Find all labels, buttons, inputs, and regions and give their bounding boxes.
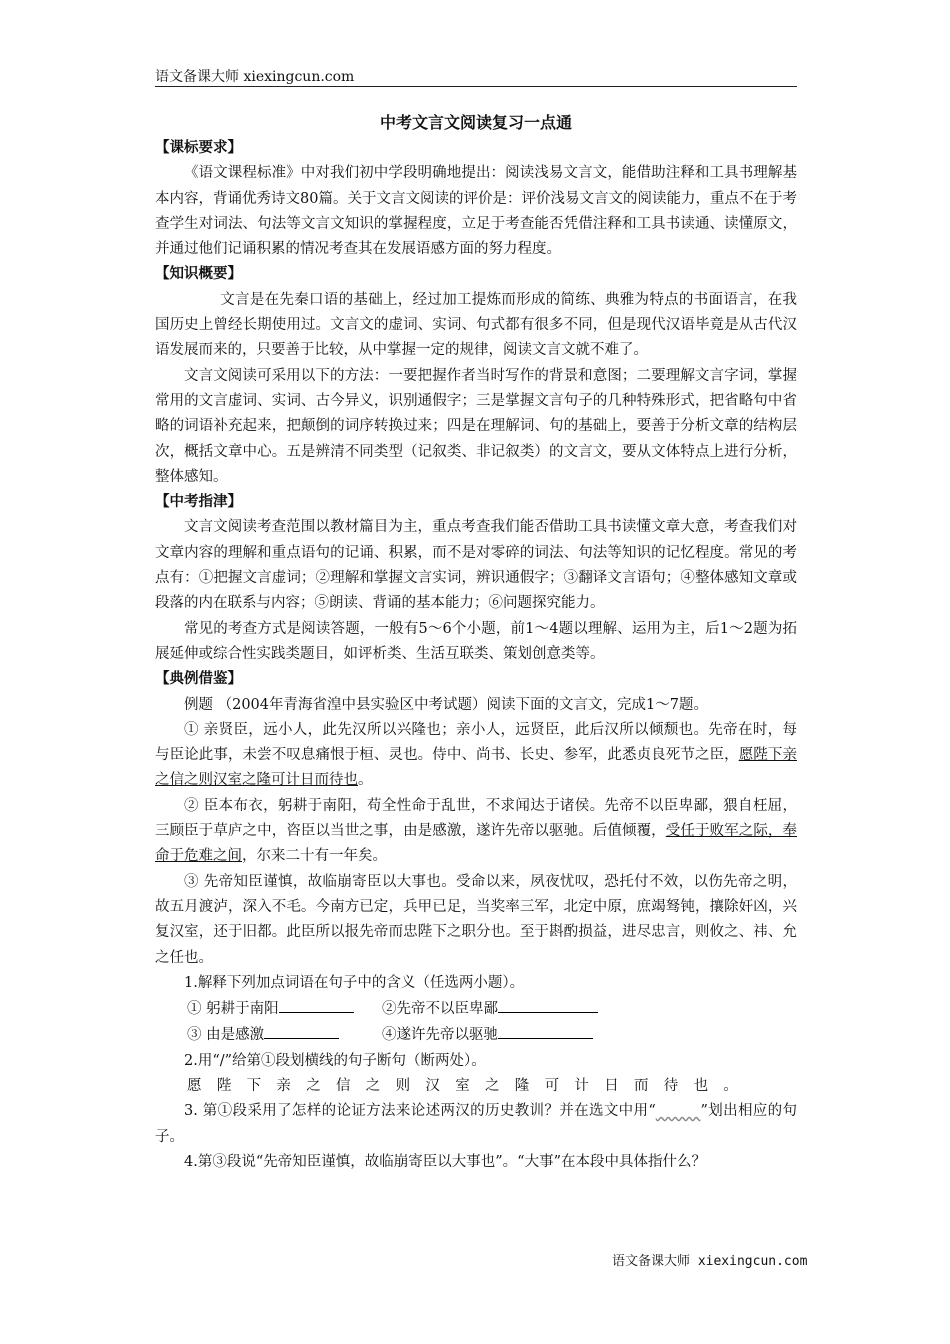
section-heading-overview: 【知识概要】 xyxy=(155,266,242,283)
exam-guide-paragraph-1: 文言文阅读考查范围以教材篇目为主，重点考查我们能否借助工具书读懂文章大意，考查我们对文章内容的理解和重点语句的记诵、积累，而不是对零碎的词法、句法等知识的记忆程度。常见的考点有：①把握文言虚词；②理解和掌握文言实词，辨识通假字；③翻译文言语句；④整体感知文章或段落的内在联系与内容；⑤朗读、背诵的基本能力；⑥问题探究能力。 xyxy=(155,519,797,612)
question-1-row-1 xyxy=(155,996,797,1022)
section-heading-exam-guide: 【中考指津】 xyxy=(155,494,242,511)
passage-paragraph-1 xyxy=(155,718,797,794)
overview-paragraph-2: 文言文阅读可采用以下的方法：一要把握作者当时写作的背景和意图；二要理解文言字词，掌握常用的文言虚词、实词、古今异义，识别通假字；三是掌握文言句子的几种特殊形式，把省略句中省略的词语补充起来，把颠倒的词序转换过来；四是在理解词、句的基础上，要善于分析文章的结构层次，概括文章中心。五是辨清不同类型（记叙类、非记叙类）的文言文，要从文体特点上进行分析，整体感知。 xyxy=(155,367,797,485)
question-2: 2.用“/”给第①段划横线的句子断句（断两处）。 xyxy=(184,1052,486,1069)
q1-item-a: ① 躬耕于南阳 xyxy=(187,1001,279,1018)
q1-item-c: ③ 由是感激 xyxy=(187,1027,265,1044)
question-4: 4.第③段说“先帝知臣谨慎，故临崩寄臣以大事也”。“大事”在本段中具体指什么？ xyxy=(184,1153,706,1170)
overview-paragraph-1: 文言是在先秦口语的基础上，经过加工提炼而形成的简练、典雅为特点的书面语言，在我国历史上曾经长期使用过。文言文的虚词、实词、句式都有很多不同，但是现代汉语毕竟是从古代汉语发展而来的，只要善于比较，从中掌握一定的规律，阅读文言文就不难了。 xyxy=(155,291,797,359)
answer-blank[interactable] xyxy=(279,996,354,1013)
q1-item-d: ④遂许先帝以驱驰 xyxy=(382,1027,498,1044)
passage-2-text: ② 臣本布衣，躬耕于南阳，苟全性命于乱世，不求闻达于诸侯。先帝不以臣卑鄙，猥自枉屈，三顾臣于草庐之中，咨臣以当世之事，由是感激，遂许先帝以驱驰。后值倾覆， xyxy=(155,797,797,840)
answer-blank[interactable] xyxy=(498,1022,593,1039)
page-title: 中考文言文阅读复习一点通 xyxy=(379,113,572,132)
section-heading-standards: 【课标要求】 xyxy=(155,140,242,156)
passage-1-underlined: 愿陛下亲之信之则汉室之隆可计日而待也 xyxy=(155,747,797,789)
q3-text-end: ”划出相应的句子。 xyxy=(155,1103,797,1145)
header-site: 语文备课大师 xiexingcun.com xyxy=(155,69,355,85)
document-body xyxy=(155,106,797,1175)
q3-text-start: 3. 第①段采用了怎样的论证方法来论述两汉的历史教训？并在选文中用“ xyxy=(184,1103,656,1120)
answer-blank[interactable] xyxy=(498,996,598,1013)
passage-1-text: ① 亲贤臣，远小人，此先汉所以兴隆也；亲小人，远贤臣，此后汉所以倾颓也。先帝在时，每与臣论此事，未尝不叹息痛恨于桓、灵也。侍中、尚书、长史、参军，此悉贞良死节之臣， xyxy=(155,721,797,764)
passage-paragraph-3: ③ 先帝知臣谨慎，故临崩寄臣以大事也。受命以来，夙夜忧叹，恐托付不效，以伤先帝之明，故五月渡泸，深入不毛。今南方已定，兵甲已足，当奖率三军，北定中原，庶竭驽钝，攘除奸凶，兴复汉室，还于旧都。此臣所以报先帝而忠陛下之职分也。至于斟酌损益，进尽忠言，则攸之、祎、允之任也。 xyxy=(155,873,797,966)
question-1: 1.解释下列加点词语在句子中的含义（任选两小题）。 xyxy=(184,974,525,991)
passage-2-end: ，尔来二十有一年矣。 xyxy=(242,848,387,865)
exam-guide-paragraph-2: 常见的考查方式是阅读答题，一般有5～6个小题，前1～4题以理解、运用为主，后1～2题为拓展延伸或综合性实践类题目，如评析类、生活互联类、策划创意类等。 xyxy=(155,620,797,662)
page-header xyxy=(155,64,797,87)
question-2-sentence: 愿陛下亲之信之则汉室之隆可计日而待也。 xyxy=(187,1077,754,1094)
page-footer: 语文备课大师 xiexingcun.com xyxy=(612,1254,808,1269)
passage-2-underlined: 受任于败军之际，奉命于危难之间 xyxy=(155,823,798,865)
wavy-underline-sample: ​ xyxy=(655,1103,701,1120)
q1-item-b: ②先帝不以臣卑鄙 xyxy=(382,1001,498,1018)
section-heading-examples: 【典例借鉴】 xyxy=(155,671,242,688)
question-3 xyxy=(155,1099,797,1150)
question-1-row-2 xyxy=(155,1022,797,1048)
example-intro: 例题 （2004年青海省湟中县实验区中考试题）阅读下面的文言文，完成1～7题。 xyxy=(184,696,708,713)
passage-1-end: 。 xyxy=(358,772,373,789)
standards-paragraph: 《语文课程标准》中对我们初中学段明确地提出：阅读浅易文言文，能借助注释和工具书理解基本内容，背诵优秀诗文80篇。关于文言文阅读的评价是：评价浅易文言文的阅读能力，重点不在于考查学生对词法、句法等文言文知识的掌握程度，立足于考查能否凭借注释和工具书读通、读懂原文，并通过他们记诵积累的情况考查其在发展语感方面的努力程度。 xyxy=(155,165,797,258)
answer-blank[interactable] xyxy=(264,1022,339,1039)
passage-paragraph-2 xyxy=(155,794,797,870)
